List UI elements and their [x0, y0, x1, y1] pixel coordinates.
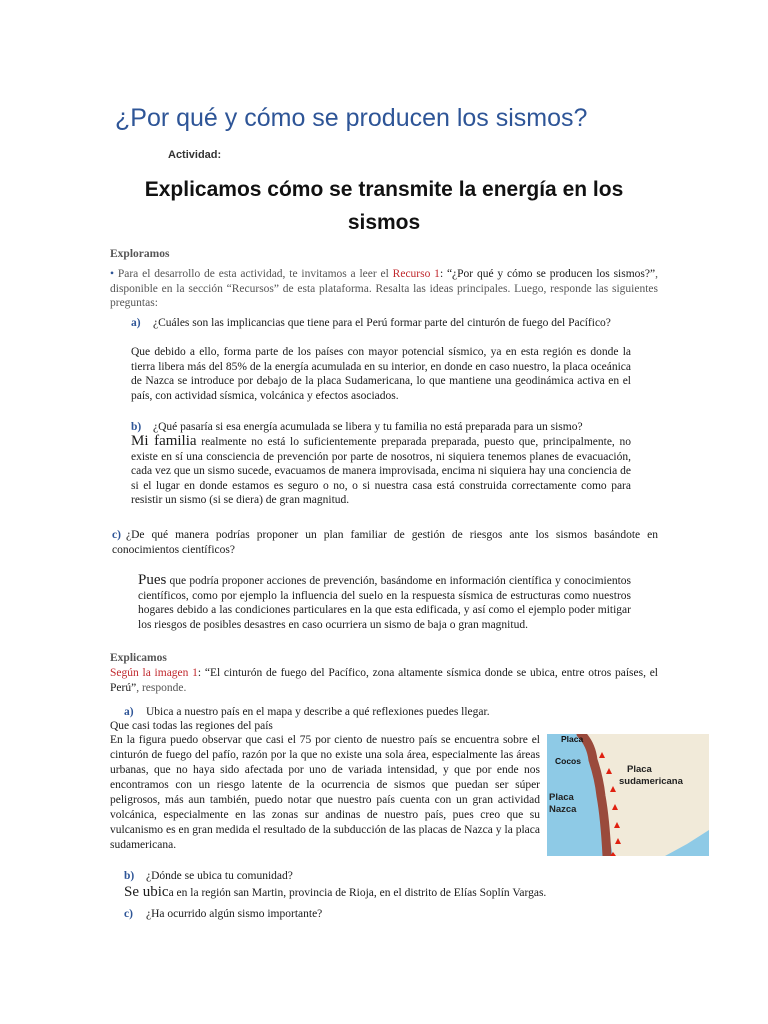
- question-label: c): [112, 529, 121, 541]
- question-text: ¿Cuáles son las implicancias que tiene para el Perú formar parte del cinturón de fuego del Pacífico?: [153, 317, 611, 329]
- answer-b: [131, 434, 631, 508]
- intro-tail: , responde.: [136, 681, 187, 694]
- intro-rest: , disponible en la sección “Recursos” de esta plataforma. Resalta las ideas principales. Luego, responde las siguientes preguntas:: [110, 268, 658, 309]
- image-caption-quote: : “El cinturón de fuego del Pacífico, zona altamente sísmica donde se ubica, entre otros países, el Perú”: [110, 667, 659, 694]
- question-text: ¿De qué manera podrías proponer un plan familiar de gestión de riesgos ante los sismos basándote en conocimientos científicos?: [112, 529, 658, 556]
- answer-text: realmente no está lo suficientemente preparada preparada, puesto que, principalmente, no existe en sí una consciencia de prevención por parte de nosotros, ni siquiera tenemos planes de evacuación, cada vez que un sismo sucede, evacuamos de manera improvisada, encima ni siquiera hay una conciencia de si el lugar en donde estamos es seguro o no, o si nuestra casa está construida correctamente como para resistir un sismo (si se diera) de gran magnitud.: [131, 436, 631, 506]
- image-reference: Según la imagen 1: [110, 667, 198, 679]
- explicamos-question-b: [124, 869, 658, 884]
- question-text: ¿Dónde se ubica tu comunidad?: [146, 870, 293, 882]
- question-text: ¿Qué pasaría si esa energía acumulada se libera y tu familia no está preparada para un sismo?: [153, 421, 583, 433]
- question-label: c): [124, 908, 133, 920]
- subduction-map-image: [547, 734, 709, 856]
- question-text: ¿Ha ocurrido algún sismo importante?: [146, 908, 323, 920]
- activity-label: Actividad:: [168, 149, 222, 161]
- question-label: a): [124, 706, 134, 718]
- question-a: [131, 316, 658, 331]
- label-placa-sudamericana-top: Placa: [627, 764, 652, 775]
- question-c: [112, 528, 658, 557]
- answer-c: [138, 573, 631, 632]
- explicamos-answer-b: [124, 885, 658, 901]
- answer-text: que podría proponer acciones de prevención, basándome en información científica y conocimientos científicos, como por ejemplo la influencia del suelo en la respuesta sísmica de estructuras como nuestros hogares debido a las condiciones particulares en la que esta edificada, y así como el ejemplo poder mitigar los riesgos de posibles desastres en caso ocurriera un sismo de baja o gran magnitud.: [138, 575, 631, 631]
- section-heading-exploramos: Exploramos: [110, 248, 170, 260]
- question-label: b): [131, 421, 142, 433]
- answer-first-word: Pues: [138, 572, 167, 588]
- explicamos-question-c: [124, 907, 658, 922]
- explicamos-answer-a: En la figura puedo observar que casi el 75 por ciento de nuestro país se encuentra sobre el cinturón de fuego del pafío, razón por la que no existe una sola área, especialmente las áreas urbanas, que no haya sido afectada por uno de variada intensidad, y que por ende nos encontramos con un riesgo latente de la ocurrencia de sismos que puedan ser súper peligrosos, más aun también, puedo notar que nuestro país cuenta con un gran actividad volcánica, especialmente en las zonas sur andinas de nuestro país, pues creo que su vulcanismo es en gran medida el resultado de la subducción de las placas de Nazca y la placa sudamericana.: [110, 734, 540, 851]
- answer-first-word: Se ubic: [124, 884, 169, 900]
- answer-text: a en la región san Martin, provincia de Rioja, en el distrito de Elías Soplín Vargas.: [168, 887, 547, 899]
- question-b: [131, 420, 658, 435]
- label-placa-sudamericana: sudamericana: [619, 776, 683, 787]
- explicamos-answer-a-lead: Que casi todas las regiones del país: [110, 720, 273, 732]
- intro-text: Para el desarrollo de esta actividad, te invitamos a leer el: [114, 268, 393, 280]
- bullet-icon: •: [110, 268, 115, 280]
- exploramos-intro: [110, 267, 658, 311]
- question-text: Ubica a nuestro país en el mapa y describe a qué reflexiones puedes llegar.: [146, 706, 490, 718]
- map-svg: [547, 734, 709, 856]
- section-heading-explicamos: Explicamos: [110, 652, 167, 664]
- label-placa-nazca-top: Placa: [549, 792, 574, 803]
- label-placa-cocos: Cocos: [555, 756, 581, 766]
- intro-question: : “¿Por qué y cómo se producen los sismos?”: [439, 268, 656, 280]
- question-label: a): [131, 317, 141, 329]
- label-placa-cocos-top: Placa: [561, 734, 584, 744]
- label-placa-nazca: Nazca: [549, 804, 577, 815]
- question-label: b): [124, 870, 135, 882]
- activity-subtitle: Explicamos cómo se transmite la energía en los sismos: [144, 178, 624, 234]
- resource-link[interactable]: Recurso 1: [392, 268, 440, 280]
- explicamos-question-a: [124, 705, 544, 720]
- page-title: ¿Por qué y cómo se producen los sismos?: [115, 104, 588, 132]
- answer-a: Que debido a ello, forma parte de los países con mayor potencial sísmico, ya en esta región es donde la tierra libera más del 85% de la energía acumulada en su interior, en donde en caso nuestro, la placa oceánica de Nazca se introduce por debajo de la placa Sudamericana, lo que mantiene una geodinámica activa en el país, con actividad sísmica, volcánica y efectos asociados.: [131, 346, 631, 402]
- explicamos-intro: [110, 666, 658, 695]
- answer-first-word: Mi familia: [131, 433, 197, 449]
